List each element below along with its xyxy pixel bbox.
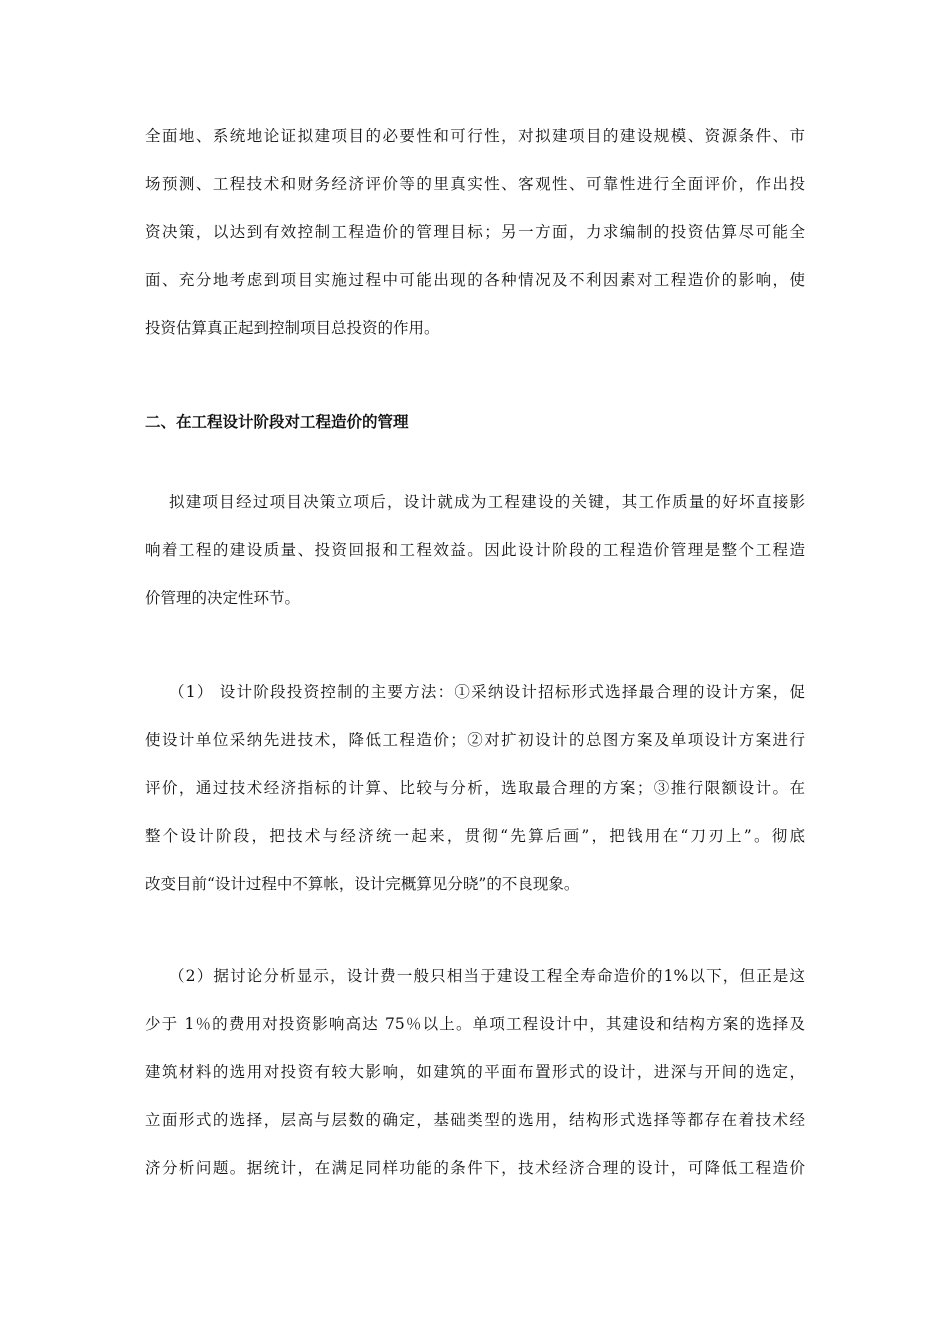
paragraph4-line: 立面形式的选择，层高与层数的确定，基础类型的选用，结构形式选择等都存在着技术经: [145, 1111, 805, 1129]
paragraph4-line: 少于 1％的费用对投资影响高达 75％以上。单项工程设计中，其建设和结构方案的选择及: [145, 1015, 805, 1033]
paragraph2-line: 拟建项目经过项目决策立项后，设计就成为工程建设的关键，其工作质量的好坏直接影: [169, 493, 805, 511]
paragraph1-line: 场预测、工程技术和财务经济评价等的里真实性、客观性、可靠性进行全面评价，作出投: [145, 175, 805, 193]
paragraph4-line: 济分析问题。据统计，在满足同样功能的条件下，技术经济合理的设计，可降低工程造价: [145, 1159, 805, 1177]
paragraph3-line: 评价，通过技术经济指标的计算、比较与分析，选取最合理的方案；③推行限额设计。在: [145, 779, 805, 797]
paragraph2-line: 响着工程的建设质量、投资回报和工程效益。因此设计阶段的工程造价管理是整个工程造: [145, 541, 805, 559]
paragraph3-line: 改变目前“设计过程中不算帐，设计完概算见分晓”的不良现象。: [145, 875, 580, 893]
section-heading: 二、在工程设计阶段对工程造价的管理: [145, 412, 409, 431]
paragraph1-line: 投资估算真正起到控制项目总投资的作用。: [145, 319, 440, 337]
paragraph4-line: 建筑材料的选用对投资有较大影响，如建筑的平面布置形式的设计，进深与开间的选定，: [145, 1063, 805, 1081]
paragraph1-line: 面、充分地考虑到项目实施过程中可能出现的各种情况及不利因素对工程造价的影响，使: [145, 271, 805, 289]
paragraph3-line: （1） 设计阶段投资控制的主要方法：①采纳设计招标形式选择最合理的设计方案，促: [169, 683, 805, 701]
paragraph3-line: 使设计单位采纳先进技术，降低工程造价；②对扩初设计的总图方案及单项设计方案进行: [145, 731, 805, 749]
paragraph2-line: 价管理的决定性环节。: [145, 589, 301, 607]
paragraph4-line: （2）据讨论分析显示，设计费一般只相当于建设工程全寿命造价的1%以下，但正是这: [169, 967, 805, 985]
paragraph1-line: 全面地、系统地论证拟建项目的必要性和可行性，对拟建项目的建设规模、资源条件、市: [145, 127, 805, 145]
paragraph3-line: 整个设计阶段，把技术与经济统一起来，贯彻“先算后画”，把钱用在“刀刃上”。彻底: [145, 827, 805, 845]
paragraph1-line: 资决策，以达到有效控制工程造价的管理目标；另一方面，力求编制的投资估算尽可能全: [145, 223, 805, 241]
